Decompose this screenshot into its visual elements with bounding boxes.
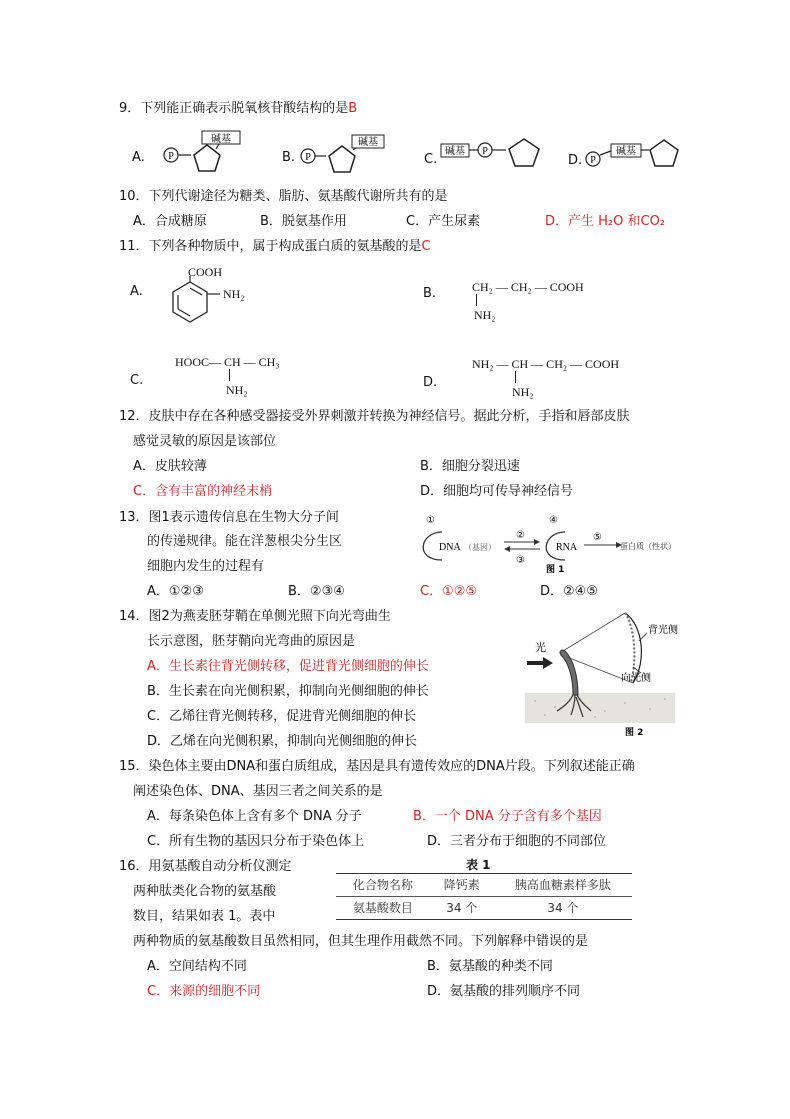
q15-option-b-answer: B．一个 DNA 分子含有多个基因 bbox=[413, 809, 602, 824]
q9-option-d-structure bbox=[585, 138, 685, 178]
phosphate-label: P bbox=[482, 146, 488, 157]
fig1-step-1: ① bbox=[426, 515, 435, 526]
q10-option-a: A．合成糖原 bbox=[133, 214, 207, 229]
q15-option-a: A．每条染色体上含有多个 DNA 分子 bbox=[147, 809, 362, 824]
table-header: 胰高血糖素样多肽 bbox=[514, 878, 611, 892]
fig2-back-side: 背光侧 bbox=[648, 625, 678, 636]
fig1-rna: RNA bbox=[556, 542, 578, 553]
q11-option-b-label: B. bbox=[423, 286, 437, 301]
figure-1-central-dogma bbox=[412, 512, 676, 575]
base-label: 碱基 bbox=[616, 146, 636, 157]
q14-option-b: B．生长素在向光侧积累，抑制向光侧细胞的伸长 bbox=[147, 684, 429, 699]
q15-stem-line1: 15．染色体主要由DNA和蛋白质组成，基因是具有遗传效应的DNA片段。下列叙述能正确 bbox=[119, 759, 635, 774]
fig2-caption: 图 2 bbox=[625, 728, 644, 738]
base-label: 碱基 bbox=[211, 134, 231, 145]
q11-stem-text: 11．下列各种物质中，属于构成蛋白质的氨基酸的是 bbox=[119, 239, 422, 254]
q11-option-d-label: D. bbox=[423, 375, 438, 390]
q14-option-a-answer: A．生长素往背光侧转移，促进背光侧细胞的伸长 bbox=[147, 659, 429, 674]
q9-option-a-label: A. bbox=[132, 150, 145, 165]
soil bbox=[525, 693, 675, 723]
fig2-light-label: 光 bbox=[535, 641, 546, 654]
q9-option-b-label: B. bbox=[282, 150, 296, 165]
q10-option-d-answer: D．产生 H₂O 和CO₂ bbox=[545, 214, 666, 229]
q16-option-c-answer: C．来源的细胞不同 bbox=[147, 984, 261, 999]
q11-a-benzene-ring bbox=[168, 280, 228, 330]
q11-d-chain: NH₂ — CH — CH₂ — COOH bbox=[472, 357, 620, 371]
q11-c-bond bbox=[229, 369, 230, 381]
q16-stem-line2: 两种肽类化合物的氨基酸 bbox=[133, 884, 277, 899]
q11-a-nh2: NH₂ bbox=[223, 287, 245, 301]
table-cell: 34 个 bbox=[446, 901, 478, 915]
q13-option-b: B．②③④ bbox=[288, 584, 345, 599]
q11-b-nh2: NH₂ bbox=[474, 308, 496, 322]
q9-option-c-label: C. bbox=[424, 152, 438, 167]
q14-option-d: D．乙烯在向光侧积累，抑制向光侧细胞的伸长 bbox=[147, 734, 418, 749]
table-row-label: 氨基酸数目 bbox=[352, 901, 413, 915]
q10-stem: 10．下列代谢途径为糖类、脂肪、氨基酸代谢所共有的是 bbox=[119, 189, 448, 204]
table-1-caption: 表 1 bbox=[466, 858, 491, 872]
q9-option-c-structure bbox=[440, 138, 550, 178]
q15-option-c: C．所有生物的基因只分布于染色体上 bbox=[147, 834, 365, 849]
fig1-step-4: ④ bbox=[549, 515, 558, 526]
fig1-gene: （基因） bbox=[464, 543, 496, 552]
sugar-pentagon bbox=[650, 140, 678, 166]
q11-b-chain: CH₂ — CH₂ — COOH bbox=[472, 280, 584, 294]
q13-stem-line3: 细胞内发生的过程有 bbox=[147, 559, 265, 574]
q12-option-d: D．细胞均可传导神经信号 bbox=[420, 484, 574, 499]
fig1-caption: 图 1 bbox=[546, 565, 565, 575]
sugar-pentagon bbox=[329, 146, 355, 172]
q11-option-c-label: C. bbox=[130, 373, 144, 388]
table-header: 化合物名称 bbox=[352, 878, 413, 892]
base-label: 碱基 bbox=[358, 137, 378, 148]
q14-option-c: C．乙烯往背光侧转移，促进背光侧细胞的伸长 bbox=[147, 709, 417, 724]
q12-option-b: B．细胞分裂迅速 bbox=[420, 459, 520, 474]
phosphate-label: P bbox=[305, 152, 311, 163]
phosphate-label: P bbox=[590, 155, 596, 166]
q9-answer: B bbox=[348, 101, 358, 116]
q13-stem-line2: 的传递规律。能在洋葱根尖分生区 bbox=[147, 534, 343, 549]
q16-option-a: A．空间结构不同 bbox=[147, 959, 247, 974]
q11-a-cooh: COOH bbox=[188, 265, 223, 279]
q13-option-c-answer: C．①②⑤ bbox=[420, 584, 478, 599]
q12-option-c-answer: C．含有丰富的神经末梢 bbox=[133, 484, 273, 499]
q10-option-c: C．产生尿素 bbox=[406, 214, 481, 229]
q12-stem-line2: 感觉灵敏的原因是该部位 bbox=[133, 434, 277, 449]
q10-option-b: B．脱氨基作用 bbox=[260, 214, 347, 229]
q16-stem-line4: 两种物质的氨基酸数目虽然相同，但其生理作用截然不同。下列解释中错误的是 bbox=[133, 934, 589, 949]
q14-stem-line1: 14．图2为燕麦胚芽鞘在单侧光照下向光弯曲生 bbox=[119, 609, 391, 624]
q16-stem-line3: 数目，结果如表 1。表中 bbox=[133, 909, 276, 924]
q14-stem-line2: 长示意图，胚芽鞘向光弯曲的原因是 bbox=[147, 634, 356, 649]
q9-stem bbox=[119, 101, 357, 117]
q11-b-bond bbox=[476, 294, 477, 306]
figure-2-coleoptile bbox=[525, 603, 697, 741]
q15-option-d: D．三者分布于细胞的不同部位 bbox=[427, 834, 607, 849]
table-row bbox=[336, 897, 632, 920]
q11-stem bbox=[119, 239, 431, 255]
q13-option-d: D．②④⑤ bbox=[540, 584, 598, 599]
q15-stem-line2: 阐述染色体、DNA、基因三者之间关系的是 bbox=[133, 784, 383, 799]
table-1 bbox=[336, 873, 632, 920]
q9-option-a-structure bbox=[160, 128, 250, 178]
q11-answer: C bbox=[421, 239, 431, 254]
light-arrow bbox=[527, 657, 553, 669]
q12-stem-line1: 12．皮肤中存在各种感受器接受外界刺激并转换为神经信号。据此分析，手指和唇部皮肤 bbox=[119, 409, 630, 424]
table-header-row bbox=[336, 874, 632, 897]
q11-d-nh2: NH₂ bbox=[512, 385, 534, 399]
sugar-pentagon bbox=[509, 139, 539, 166]
fig1-protein: 蛋白质（性状） bbox=[620, 542, 676, 551]
fig1-dna: DNA bbox=[439, 542, 461, 553]
q16-stem-line1: 16．用氨基酸自动分析仪测定 bbox=[119, 859, 292, 874]
q13-option-a: A．①②③ bbox=[147, 584, 204, 599]
fig1-step-5: ⑤ bbox=[593, 532, 602, 543]
q11-c-nh2: NH₂ bbox=[226, 383, 248, 397]
fig2-light-side: 向光侧 bbox=[621, 673, 651, 684]
q9-option-d-label: D. bbox=[568, 153, 583, 168]
fig1-step-3: ③ bbox=[516, 555, 525, 566]
fig1-step-2: ② bbox=[516, 530, 525, 541]
table-header: 降钙素 bbox=[443, 878, 480, 892]
q16-option-d: D．氨基酸的排列顺序不同 bbox=[427, 984, 581, 999]
base-label: 碱基 bbox=[445, 146, 465, 157]
phosphate-label: P bbox=[168, 151, 174, 162]
q12-option-a: A．皮肤较薄 bbox=[133, 459, 207, 474]
table-cell: 34 个 bbox=[547, 901, 579, 915]
q16-option-b: B．氨基酸的种类不同 bbox=[427, 959, 553, 974]
coleoptile-shoot bbox=[560, 650, 578, 695]
q11-c-chain: HOOC— CH — CH₃ bbox=[175, 355, 280, 369]
q9-option-b-structure bbox=[297, 130, 387, 180]
q11-d-bond bbox=[515, 371, 516, 383]
q9-stem-text: 9．下列能正确表示脱氧核苷酸结构的是 bbox=[119, 101, 349, 116]
q13-stem-line1: 13．图1表示遗传信息在生物大分子间 bbox=[119, 510, 339, 525]
q11-option-a-label: A. bbox=[130, 284, 143, 299]
